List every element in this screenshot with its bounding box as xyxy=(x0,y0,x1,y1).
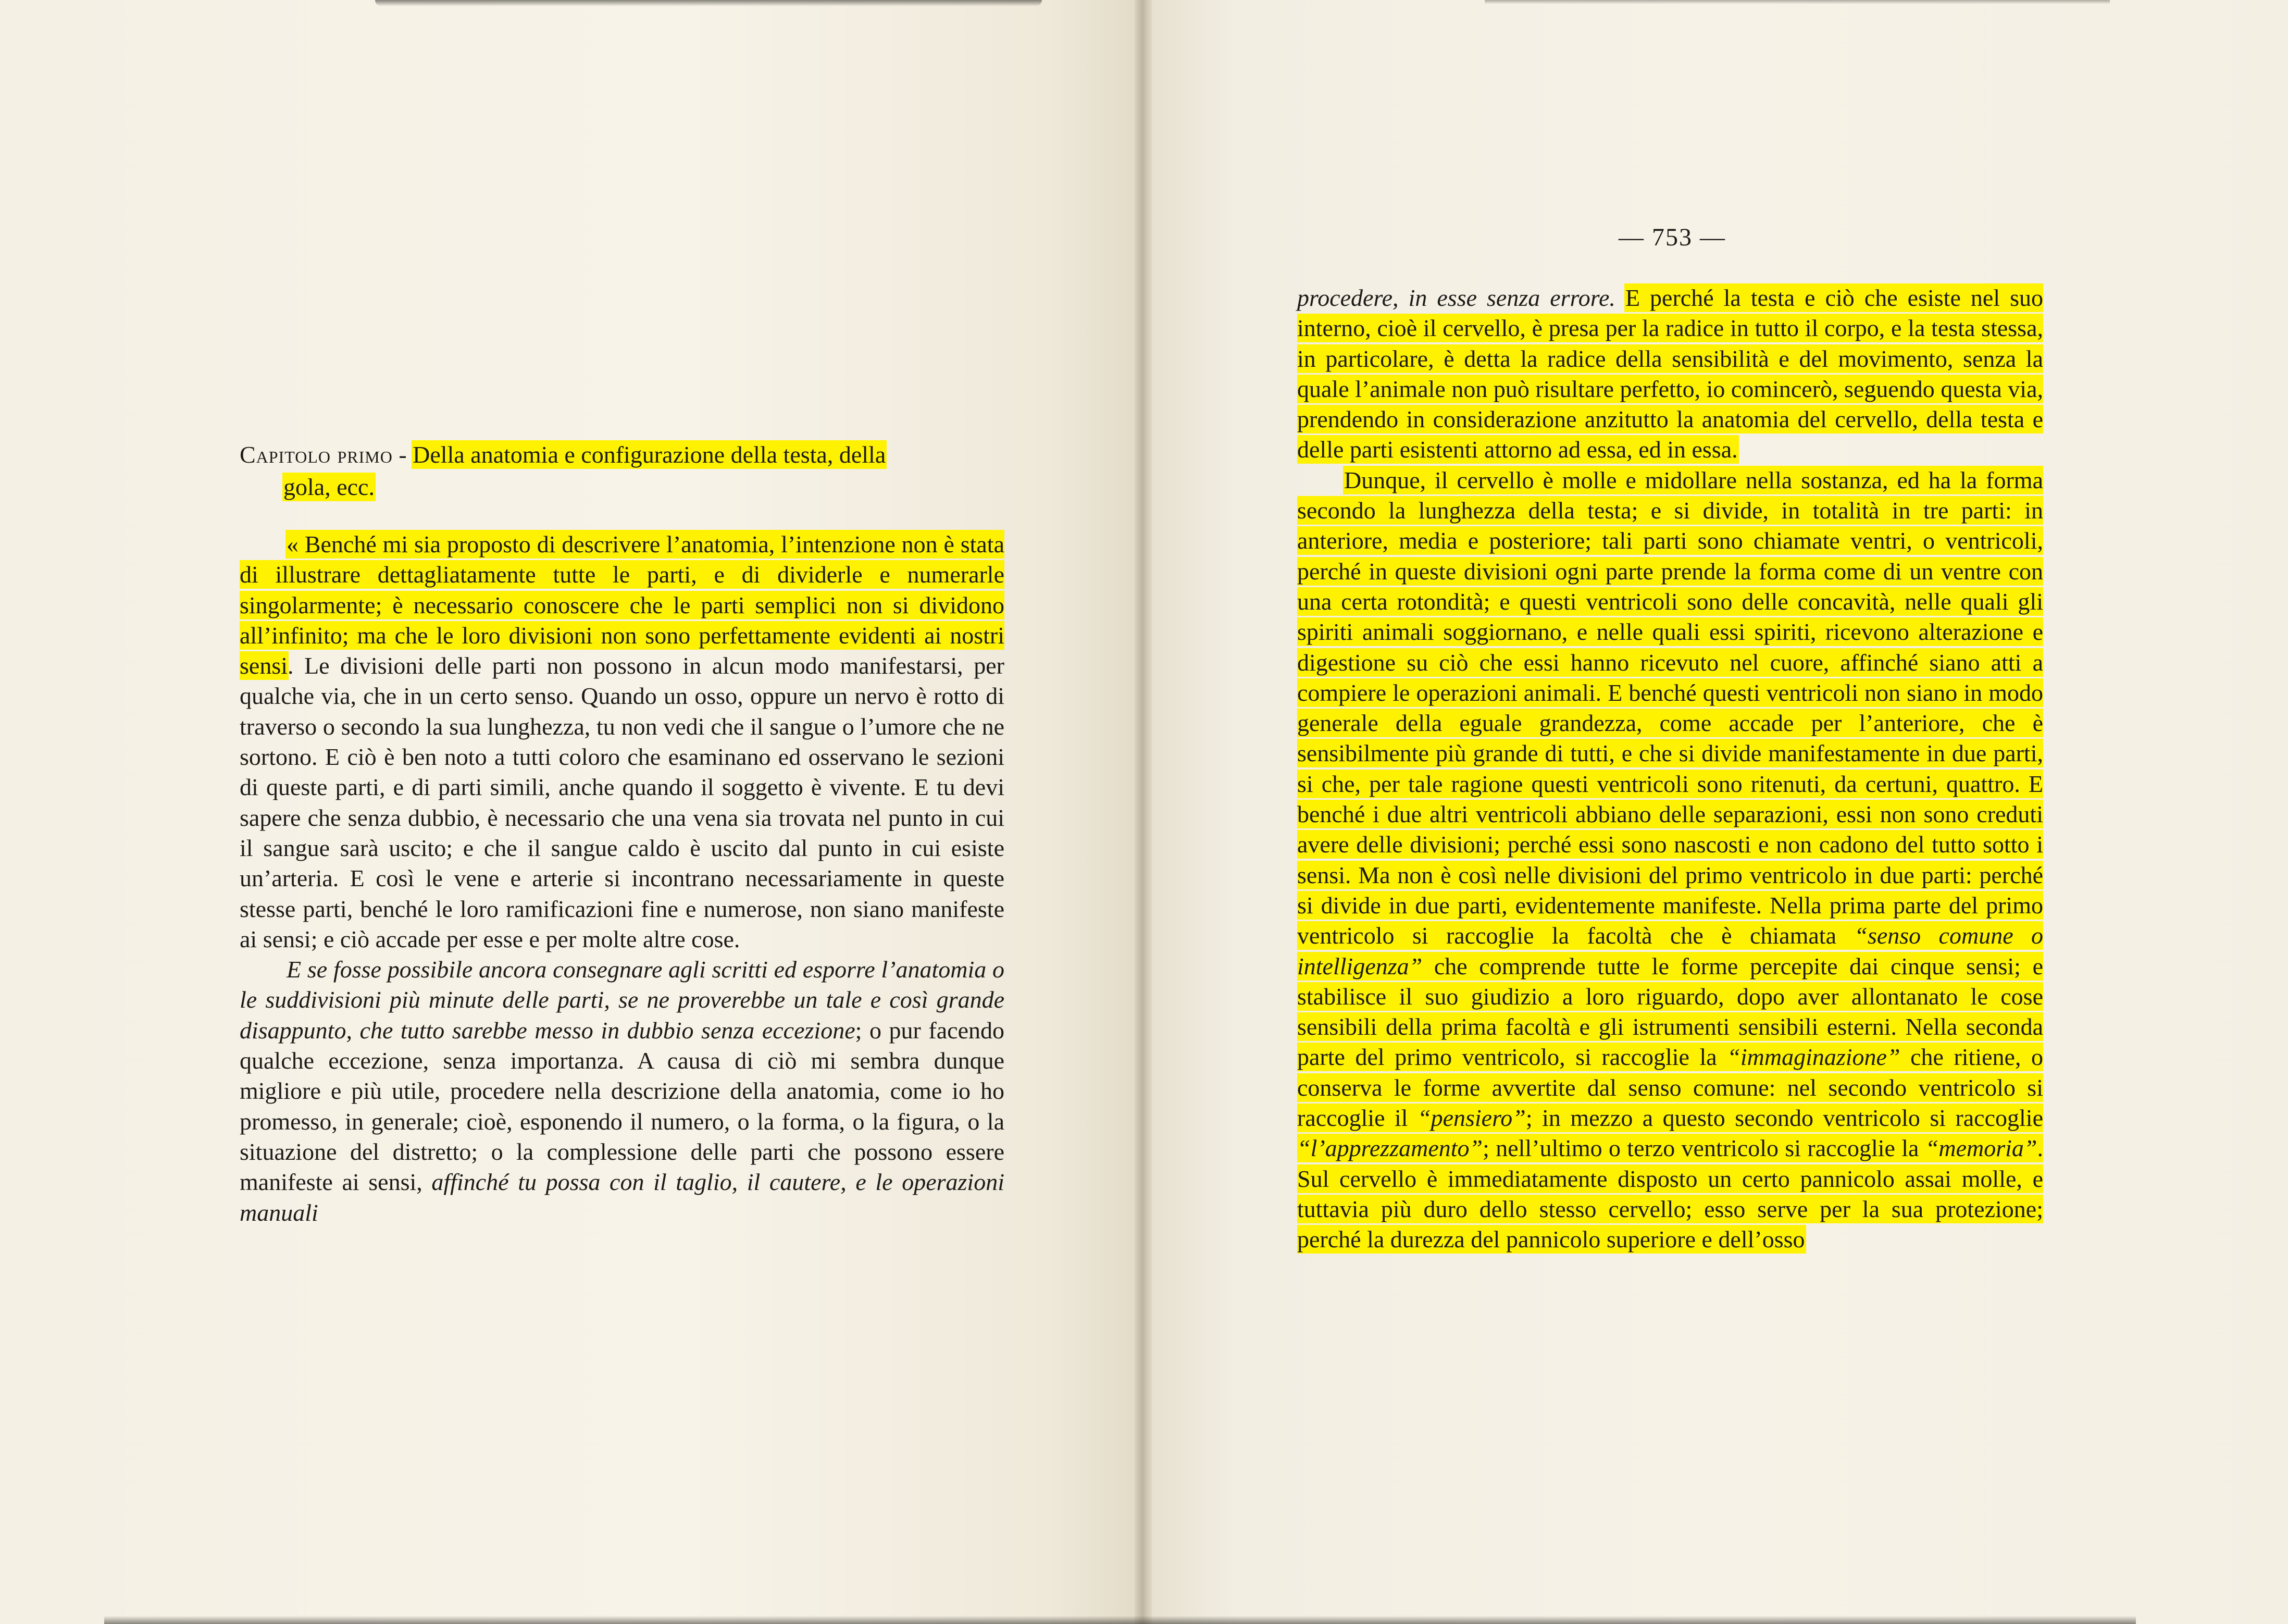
chapter-title-line-2: gola, ecc. xyxy=(283,474,375,500)
paragraph xyxy=(240,954,1004,1228)
body-text: . Sul cervello è immediatamente disposto un certo pannicolo assai molle, e tuttavia più duro dello stesso cervello; esso serve per la sua protezione; perché la durezza del pannicolo superiore e dell’osso xyxy=(1297,1135,2043,1253)
italic-text: E se fosse possibile ancora consegnare agli scritti ed esporre l’anatomia o le suddivisioni più minute delle parti, se ne proverebbe un tale e così grande disappunto, che tutto sarebbe messo in dubbio senza eccezione xyxy=(240,956,1004,1044)
highlighted-text: E perché la testa e ciò che esiste nel suo interno, cioè il cervello, è presa per la radice in tutto il corpo, e la testa stessa, in particolare, è detta la radice della sensibilità e del movimento, senza la quale l’animale non può risultare perfetto, io comincerò, seguendo questa via, prendendo in considerazione anzitutto la anatomia del cervello, della testa e delle parti esistenti attorno ad essa, ed in essa. xyxy=(1297,284,2044,463)
body-text: che comprende tutte le forme percepite dai cinque sensi; e stabilisce il suo giudizio a loro riguardo, dopo aver allontanato le cose sensibili della prima facoltà e gli istrumenti sensibili esterni. Nella seconda parte del primo ventricolo, si raccoglie la xyxy=(1297,952,2043,1071)
highlighted-text: « Benché mi sia proposto di descrivere l’anatomia, l’intenzione non è stata di illustrare dettagliatamente tutte le parti, e di dividerle e numerarle singolarmente; è necessario conoscere che le parti semplici non si dividono all’infinito; ma che le loro divisioni non sono perfettamente evidenti ai nostri sensi xyxy=(240,531,1004,679)
body-text: ; o pur facendo qualche eccezione, senza importanza. A causa di ciò mi sembra dunque migliore e più utile, procedere nella descrizione della anatomia, come io ho promesso, in generale; cioè, esponendo il numero, o la forma, o la figura, o la situazione del distretto; o la complessione delle parti che possono essere manifeste ai sensi, xyxy=(240,1016,1005,1196)
chapter-title-line-1: Della anatomia e configurazione della testa, della xyxy=(413,441,886,468)
chapter-label: Capitolo primo xyxy=(240,441,393,468)
body-text: ; in mezzo a questo secondo ventricolo si raccoglie xyxy=(1525,1105,2043,1132)
quoted-term: “memoria” xyxy=(1925,1135,2037,1162)
quoted-term: “l’apprezzamento” xyxy=(1297,1135,1483,1162)
body-text: ; nell’ultimo o terzo ventricolo si raccoglie la xyxy=(1483,1135,1925,1162)
body-text: . Le divisioni delle parti non possono in alcun modo manifestarsi, per qualche via, che in un certo senso. Quando un osso, oppure un nervo è rotto di traverso o secondo la sua lunghezza, tu non vedi che il sangue o l’umore che ne sortono. E ciò è ben noto a tutti coloro che esaminano ed osservano le sezioni di queste parti, e di parti simili, anche quando il soggetto è vivente. E tu devi sapere che senza dubbio, è necessario che una vena sia trovata nel punto in cui il sangue sarà uscito; e che il sangue caldo è uscito dal punto in cui esiste un’arteria. E così le vene e arterie si incontrano necessariamente in queste stesse parti, benché le loro ramificazioni fine e numerose, non siano manifeste ai sensi; e ciò accade per esse e per molte altre cose. xyxy=(240,652,1004,952)
page-edge-shadow xyxy=(1485,0,2110,4)
paragraph xyxy=(240,529,1004,954)
italic-text: procedere, in esse senza errore. xyxy=(1297,284,1615,311)
page-edge-shadow xyxy=(375,0,1042,6)
page-edge-shadow xyxy=(104,1616,2136,1624)
body-text: che ritiene, o conserva le forme avvertite dal senso comune: nel secondo ventricolo si raccoglie il xyxy=(1297,1044,2043,1132)
left-text-column xyxy=(240,529,1004,1228)
book-gutter xyxy=(1135,0,1152,1624)
chapter-separator: - xyxy=(392,441,413,468)
quoted-term: “pensiero” xyxy=(1417,1105,1526,1132)
highlighted-text xyxy=(1297,467,2043,1253)
body-text: Dunque, il cervello è molle e midollare nella sostanza, ed ha la forma secondo la lunghezza della testa; e si divide, in totalità in tre parti: in anteriore, media e posteriore; tali parti sono chiamate ventri, o ventricoli, perché in queste divisioni ogni parte prende la forma come di un ventre con una certa rotondità; e questi ventricoli sono delle concavità, nelle quali gli spiriti animali soggiornano, e nelle quali essi spiriti, ricevono alterazione e digestione su ciò che essi hanno ricevuto nel cuore, affinché siano atti a compiere le operazioni animali. E benché questi ventricoli non siano in modo generale della eguale grandezza, come accade per l’anteriore, che è sensibilmente più grande di tutti, e che si divide manifestamente in due parti, si che, per tale ragione questi ventricoli sono ritenuti, da certuni, quattro. E benché i due altri ventricoli abbiano delle separazioni, essi non sono creduti avere delle divisioni; perché essi sono nascosti e non cadono del tutto sotto i sensi. Ma non è così nelle divisioni del primo ventricolo in due parti: perché si divide in due parti, evidentemente manifeste. Nella prima parte del primo ventricolo si raccoglie la facoltà che è chiamata xyxy=(1297,466,2043,949)
italic-text: affinché tu possa con il taglio, il cautere, e le operazioni manuali xyxy=(240,1169,1004,1226)
paragraph xyxy=(1297,283,2043,465)
paragraph xyxy=(1297,465,2043,1255)
quoted-term: “immaginazione” xyxy=(1727,1044,1900,1071)
chapter-heading xyxy=(240,439,1004,503)
quoted-term: “senso comune o intelligenza” xyxy=(1297,922,2043,980)
right-text-column xyxy=(1297,283,2043,1255)
page-number: — 753 — xyxy=(1619,224,1726,251)
